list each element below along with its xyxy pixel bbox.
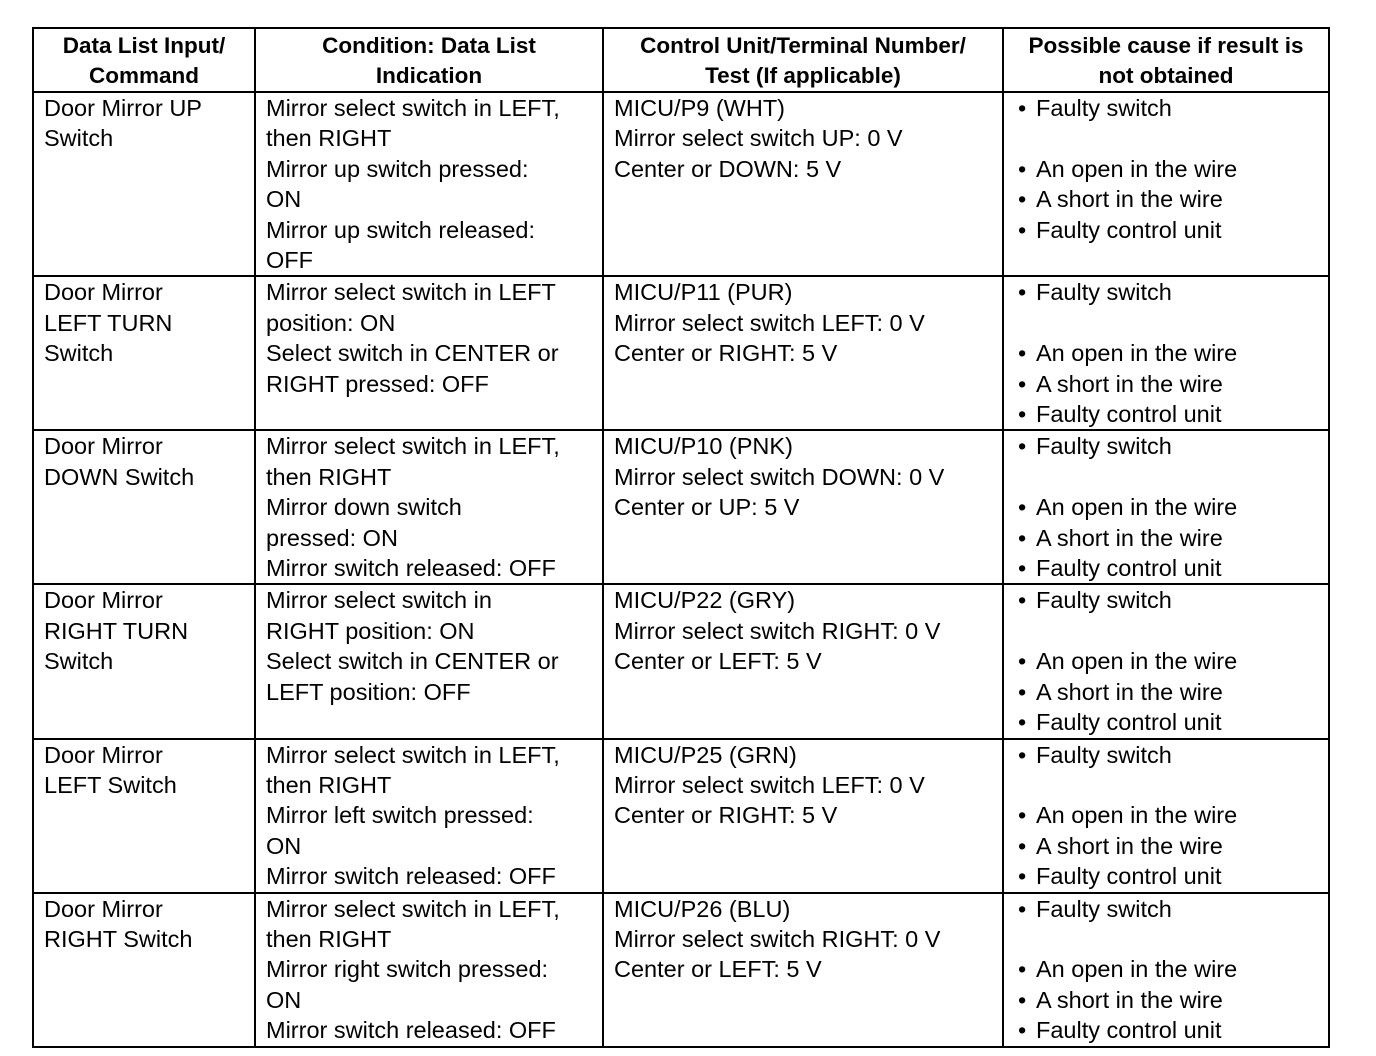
cause-item: • An open in the wire xyxy=(1014,338,1324,368)
condition-line: Mirror select switch in LEFT, xyxy=(266,95,560,121)
cause-item: • An open in the wire xyxy=(1014,492,1324,522)
cause-cell xyxy=(1003,893,1329,1047)
condition-line: RIGHT pressed: OFF xyxy=(266,370,489,397)
table-row xyxy=(33,739,1329,893)
condition-line: Mirror select switch in LEFT, xyxy=(266,895,560,922)
terminal-line: Center or LEFT: 5 V xyxy=(614,956,822,983)
terminal-line: Center or RIGHT: 5 V xyxy=(614,802,838,829)
table-header-row xyxy=(33,28,1329,92)
cause-spacer xyxy=(1014,123,1324,153)
terminal-line: MICU/P9 (WHT) xyxy=(614,95,786,121)
condition-cell xyxy=(255,276,603,430)
table-row xyxy=(33,584,1329,738)
cause-spacer xyxy=(1014,924,1324,954)
cause-item: • A short in the wire xyxy=(1014,985,1324,1015)
input-line: Door Mirror xyxy=(44,741,163,768)
terminal-line: Center or RIGHT: 5 V xyxy=(614,340,838,367)
cause-item: • Faulty control unit xyxy=(1014,861,1324,891)
terminal-cell xyxy=(603,739,1003,893)
condition-line: ON xyxy=(266,832,302,859)
cause-cell xyxy=(1003,739,1329,893)
cause-item: • Faulty control unit xyxy=(1014,707,1324,737)
terminal-line: Mirror select switch DOWN: 0 V xyxy=(614,463,945,490)
cause-item: • Faulty control unit xyxy=(1014,399,1324,429)
terminal-cell xyxy=(603,584,1003,738)
input-line: Door Mirror UP xyxy=(44,95,202,121)
table-row xyxy=(33,430,1329,584)
terminal-line: Center or DOWN: 5 V xyxy=(614,155,842,182)
input-line: Door Mirror xyxy=(44,895,163,922)
data-list-table xyxy=(32,27,1330,1048)
table-row xyxy=(33,92,1329,276)
terminal-line: Center or UP: 5 V xyxy=(614,494,800,521)
cause-spacer xyxy=(1014,616,1324,646)
input-line: Door Mirror xyxy=(44,587,163,614)
cause-item: • A short in the wire xyxy=(1014,369,1324,399)
condition-line: position: ON xyxy=(266,309,396,336)
terminal-line: MICU/P26 (BLU) xyxy=(614,895,791,922)
cause-cell xyxy=(1003,430,1329,584)
cause-item: • Faulty control unit xyxy=(1014,1015,1324,1045)
condition-line: Mirror left switch pressed: xyxy=(266,802,534,829)
input-cell xyxy=(33,893,255,1047)
cause-spacer xyxy=(1014,462,1324,492)
input-line: DOWN Switch xyxy=(44,463,195,490)
input-cell xyxy=(33,584,255,738)
cause-item: • A short in the wire xyxy=(1014,184,1324,214)
condition-line: ON xyxy=(266,986,302,1013)
input-line: Switch xyxy=(44,125,114,152)
cause-spacer xyxy=(1014,770,1324,800)
header-line: Data List Input/ xyxy=(62,33,226,58)
cause-item: • An open in the wire xyxy=(1014,800,1324,830)
input-line: Switch xyxy=(44,340,114,367)
condition-line: Mirror select switch in LEFT, xyxy=(266,741,560,768)
cause-item: • Faulty switch xyxy=(1014,277,1324,307)
condition-line: then RIGHT xyxy=(266,771,392,798)
header-line: Control Unit/Terminal Number/ xyxy=(640,33,966,58)
terminal-line: Mirror select switch RIGHT: 0 V xyxy=(614,925,941,952)
cause-item: • An open in the wire xyxy=(1014,646,1324,676)
header-terminal xyxy=(603,28,1003,92)
condition-cell xyxy=(255,739,603,893)
condition-line: Select switch in CENTER or xyxy=(266,648,559,675)
condition-line: Mirror switch released: OFF xyxy=(266,863,556,890)
input-line: Door Mirror xyxy=(44,279,163,306)
condition-cell xyxy=(255,893,603,1047)
condition-line: RIGHT position: ON xyxy=(266,617,475,644)
condition-line: then RIGHT xyxy=(266,463,392,490)
condition-line: then RIGHT xyxy=(266,925,392,952)
condition-line: Mirror select switch in LEFT, xyxy=(266,433,560,460)
condition-cell xyxy=(255,92,603,276)
input-cell xyxy=(33,92,255,276)
cause-cell xyxy=(1003,92,1329,276)
condition-line: Mirror select switch in xyxy=(266,587,492,614)
terminal-line: MICU/P11 (PUR) xyxy=(614,279,793,306)
condition-line: Mirror select switch in LEFT xyxy=(266,279,556,306)
header-line: Possible cause if result is xyxy=(1028,33,1304,58)
terminal-line: Mirror select switch LEFT: 0 V xyxy=(614,309,925,336)
cause-item: • An open in the wire xyxy=(1014,954,1324,984)
cause-item: • Faulty switch xyxy=(1014,585,1324,615)
input-cell xyxy=(33,430,255,584)
cause-item: • An open in the wire xyxy=(1014,154,1324,184)
header-line: not obtained xyxy=(1098,63,1234,88)
header-input-command xyxy=(33,28,255,92)
header-line: Command xyxy=(88,63,199,88)
cause-item: • Faulty switch xyxy=(1014,93,1324,123)
condition-line: then RIGHT xyxy=(266,125,392,152)
cause-cell xyxy=(1003,584,1329,738)
condition-line: OFF xyxy=(266,247,313,274)
input-line: LEFT TURN xyxy=(44,309,173,336)
cause-item: • A short in the wire xyxy=(1014,677,1324,707)
condition-line: Mirror up switch pressed: xyxy=(266,155,529,182)
table-row xyxy=(33,893,1329,1047)
condition-line: Mirror down switch xyxy=(266,494,462,521)
terminal-cell xyxy=(603,92,1003,276)
condition-line: Mirror switch released: OFF xyxy=(266,1017,556,1044)
input-line: Switch xyxy=(44,648,114,675)
cause-item: • Faulty control unit xyxy=(1014,215,1324,245)
input-line: LEFT Switch xyxy=(44,771,177,798)
table-row xyxy=(33,276,1329,430)
input-line: Door Mirror xyxy=(44,433,163,460)
cause-item: • Faulty control unit xyxy=(1014,553,1324,583)
cause-spacer xyxy=(1014,308,1324,338)
header-possible-cause xyxy=(1003,28,1329,92)
input-line: RIGHT TURN xyxy=(44,617,189,644)
terminal-line: Mirror select switch LEFT: 0 V xyxy=(614,771,925,798)
cause-item: • A short in the wire xyxy=(1014,831,1324,861)
header-line: Indication xyxy=(375,63,483,88)
terminal-line: Mirror select switch RIGHT: 0 V xyxy=(614,617,941,644)
terminal-line: MICU/P22 (GRY) xyxy=(614,587,796,614)
header-line: Condition: Data List xyxy=(322,33,536,58)
terminal-line: MICU/P10 (PNK) xyxy=(614,433,793,460)
cause-item: • A short in the wire xyxy=(1014,523,1324,553)
condition-line: Mirror right switch pressed: xyxy=(266,956,549,983)
condition-line: Select switch in CENTER or xyxy=(266,340,559,367)
header-condition xyxy=(255,28,603,92)
condition-line: LEFT position: OFF xyxy=(266,678,471,705)
input-line: RIGHT Switch xyxy=(44,925,193,952)
terminal-cell xyxy=(603,276,1003,430)
condition-line: ON xyxy=(266,186,302,213)
terminal-line: Center or LEFT: 5 V xyxy=(614,648,822,675)
input-cell xyxy=(33,276,255,430)
terminal-line: Mirror select switch UP: 0 V xyxy=(614,125,903,152)
terminal-cell xyxy=(603,430,1003,584)
header-line: Test (If applicable) xyxy=(705,63,901,88)
condition-cell xyxy=(255,584,603,738)
cause-item: • Faulty switch xyxy=(1014,894,1324,924)
terminal-cell xyxy=(603,893,1003,1047)
input-cell xyxy=(33,739,255,893)
cause-item: • Faulty switch xyxy=(1014,740,1324,770)
condition-line: Mirror switch released: OFF xyxy=(266,555,556,582)
terminal-line: MICU/P25 (GRN) xyxy=(614,741,797,768)
condition-line: pressed: ON xyxy=(266,524,398,551)
cause-cell xyxy=(1003,276,1329,430)
cause-item: • Faulty switch xyxy=(1014,431,1324,461)
condition-cell xyxy=(255,430,603,584)
condition-line: Mirror up switch released: xyxy=(266,216,536,243)
